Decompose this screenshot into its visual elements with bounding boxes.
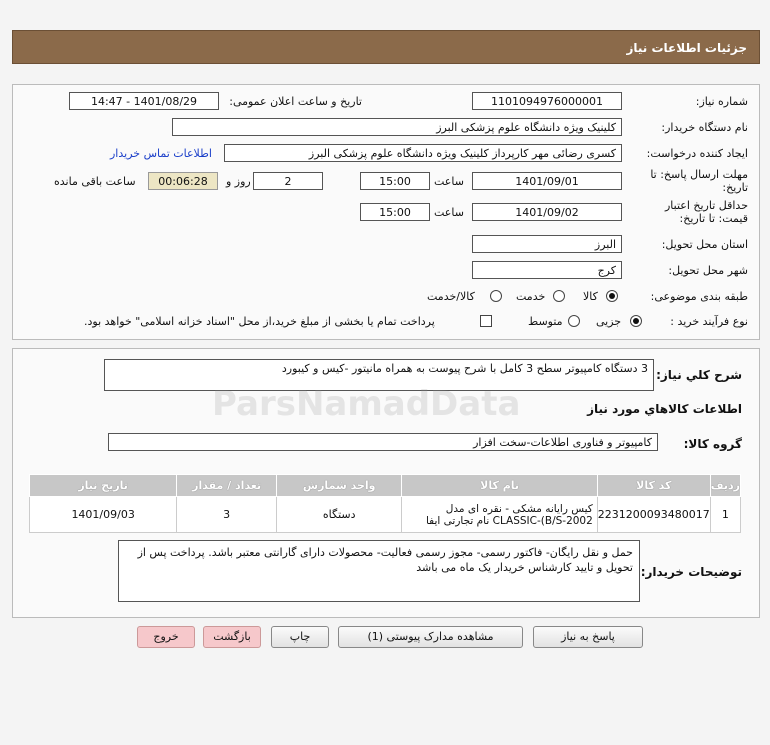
process-radio-minor[interactable] [630,315,642,327]
remaining-label: ساعت باقی مانده [54,175,136,188]
buyer-field: کلینیک ویژه دانشگاه علوم پزشکی البرز [172,118,622,136]
validity-label-line1: حداقل تاریخ اعتبار [664,199,748,212]
deadline-time-field: 15:00 [360,172,430,190]
cell-code: 2231200093480017 [597,497,710,533]
remaining-time-field: 00:06:28 [148,172,218,190]
buyer-contact-link[interactable]: اطلاعات تماس خریدار [110,147,212,160]
treasury-note: پرداخت تمام یا بخشی از مبلغ خرید،از محل "اسناد خزانه اسلامی" خواهد بود. [84,315,435,328]
buyer-label: نام دستگاه خریدار: [661,121,748,134]
cell-date: 1401/09/03 [30,497,177,533]
category-radio-service[interactable] [553,290,565,302]
category-radio-goods[interactable] [606,290,618,302]
summary-field: 3 دستگاه کامپیوتر سطح 3 کامل با شرح پیوست به همراه مانیتور -کیس و کیبورد [104,359,654,391]
cell-row: 1 [710,497,740,533]
city-label: شهر محل تحویل: [668,264,748,277]
creator-field: کسری رضائی مهر کارپرداز کلینیک ویژه دانشگاه علوم پزشکی البرز [224,144,622,162]
validity-label-line2: قیمت: تا تاریخ: [679,212,748,225]
goods-table [29,474,741,533]
deadline-date-field: 1401/09/01 [472,172,622,190]
buyer-notes-field: حمل و نقل رایگان- فاکتور رسمی- مجوز رسمی فعالیت- محصولات دارای گارانتی معتبر باشد. پرداخت پس از تحویل و تایید کارشناس خریدار یک ماه می باشد [118,540,640,602]
validity-date-field: 1401/09/02 [472,203,622,221]
deadline-label-line1: مهلت ارسال پاسخ: تا [650,168,748,181]
category-label: طبقه بندی موضوعی: [650,290,748,303]
cell-unit: دستگاه [277,497,402,533]
goods-group-label: گروه کالا: [683,437,742,451]
col-code: کد کالا [597,475,710,497]
reply-button[interactable]: پاسخ به نیاز [533,626,643,648]
col-qty: تعداد / مقدار [177,475,277,497]
deadline-label-line2: تاریخ: [722,181,748,194]
summary-label: شرح کلي نياز: [656,368,742,382]
watermark-logo: ParsNamadData [212,384,521,424]
goods-table-header [30,475,741,497]
process-radio-medium[interactable] [568,315,580,327]
col-name: نام کالا [402,475,597,497]
days-field: 2 [253,172,323,190]
table-row [30,497,741,533]
city-field: کرج [472,261,622,279]
announce-label: تاریخ و ساعت اعلان عمومی: [229,95,362,108]
goods-info-heading: اطلاعات کالاهاي مورد نياز [587,402,742,416]
province-field: البرز [472,235,622,253]
goods-group-field: کامپیوتر و فناوری اطلاعات-سخت افزار [108,433,658,451]
announce-field: 1401/08/29 - 14:47 [69,92,219,110]
page-title: جزئیات اطلاعات نیاز [626,41,747,55]
cell-qty: 3 [177,497,277,533]
need-number-field: 1101094976000001 [472,92,622,110]
buyer-notes-label: توضیحات خریدار: [640,565,742,579]
category-option-goods: کالا [583,290,598,303]
category-radio-goods-service[interactable] [490,290,502,302]
days-label: روز و [226,175,251,188]
view-docs-button[interactable]: مشاهده مدارک پیوستی (1) [338,626,523,648]
category-option-service: خدمت [516,290,546,303]
process-option-medium: متوسط [528,315,563,328]
cell-name: کیس رایانه مشکی - نقره ای مدل CLASSIC-(B/S-2002 نام تجارتی ایفا [402,497,597,533]
print-button[interactable]: چاپ [271,626,329,648]
page-title-bar [12,30,760,64]
need-number-label: شماره نیاز: [695,95,748,108]
col-unit: واحد شمارش [277,475,402,497]
treasury-checkbox[interactable] [480,315,492,327]
exit-button[interactable]: خروج [137,626,195,648]
validity-time-field: 15:00 [360,203,430,221]
category-option-goods-service: کالا/خدمت [427,290,475,303]
col-date: تاریخ نیاز [30,475,177,497]
creator-label: ایجاد کننده درخواست: [646,147,748,160]
process-option-minor: جزیی [596,315,622,328]
deadline-time-label: ساعت [434,175,464,188]
validity-time-label: ساعت [434,206,464,219]
process-label: نوع فرآیند خرید : [670,315,748,328]
province-label: استان محل تحویل: [661,238,748,251]
col-row: ردیف [710,475,740,497]
back-button[interactable]: بازگشت [203,626,261,648]
